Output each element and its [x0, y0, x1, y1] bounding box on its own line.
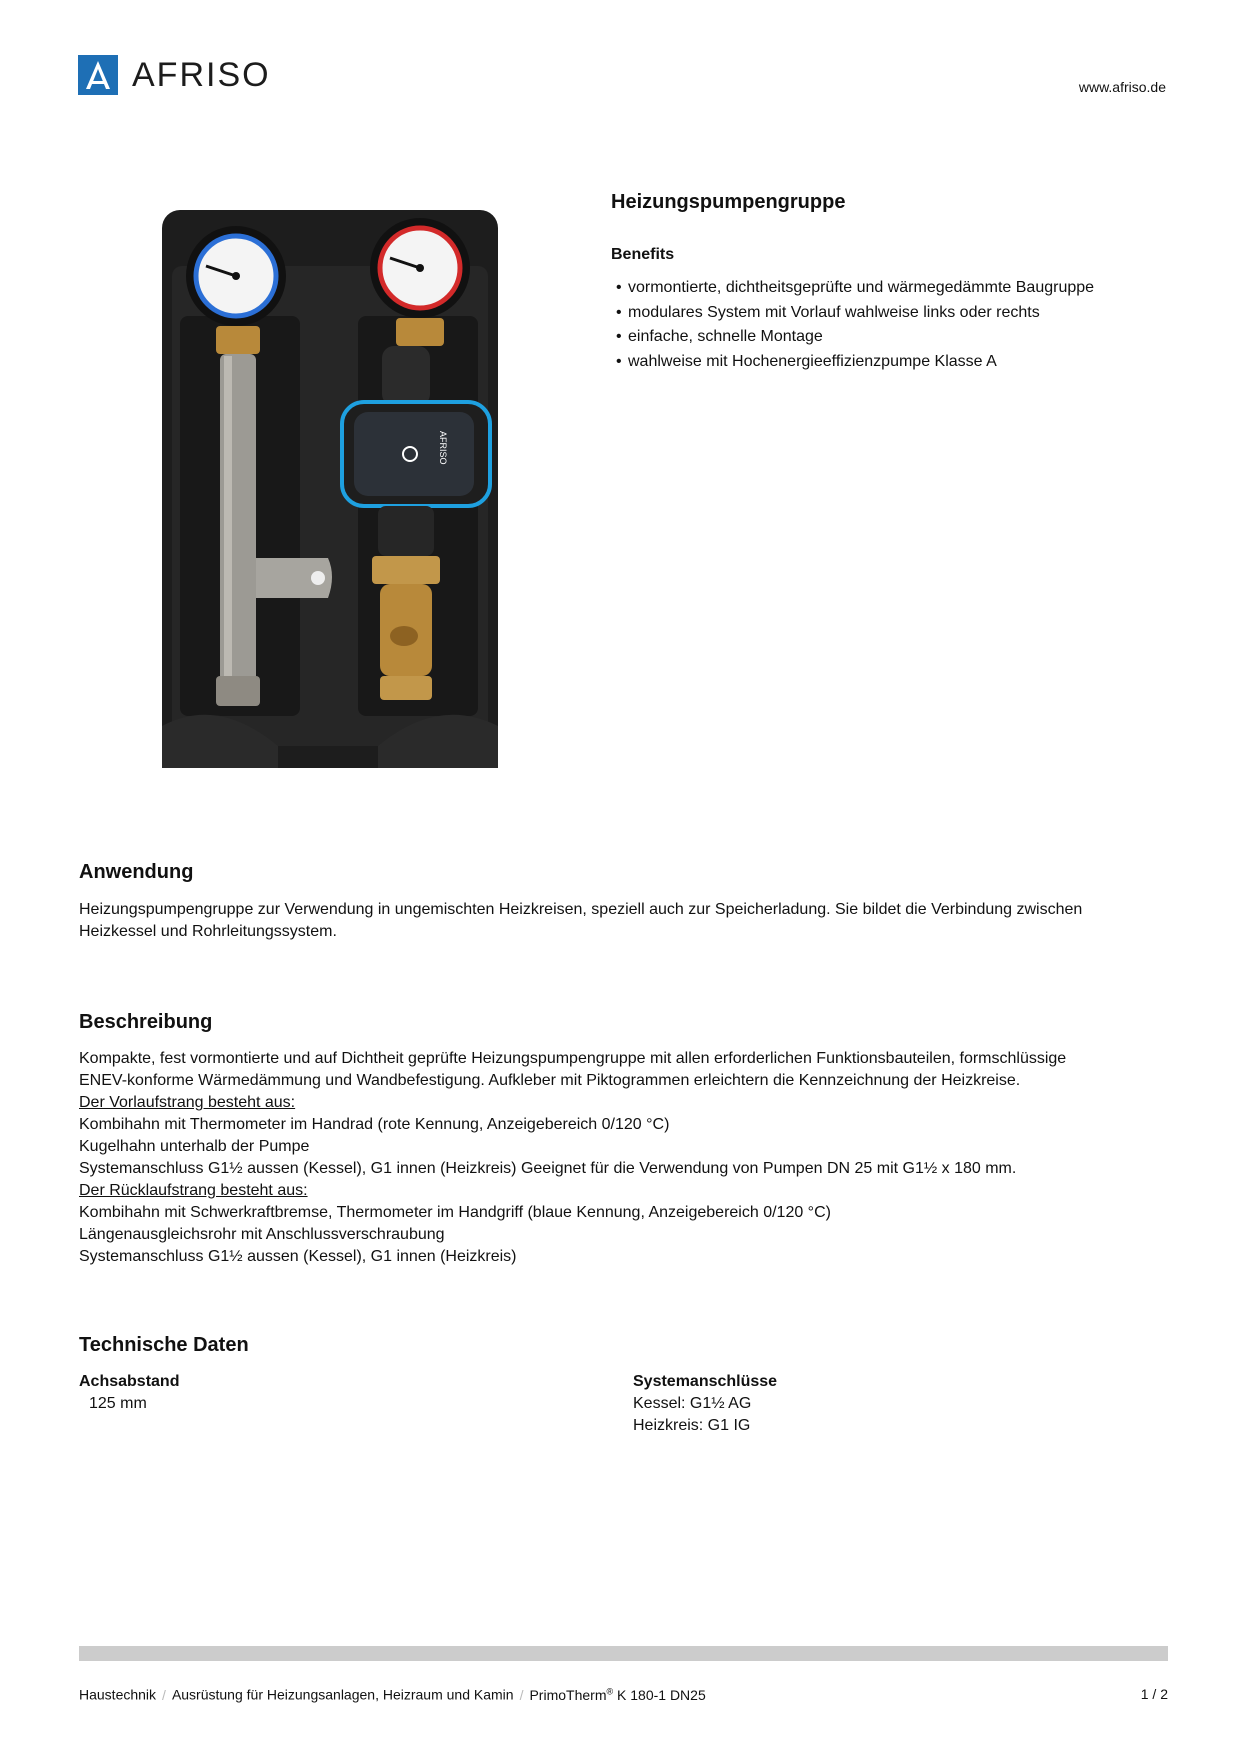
benefit-item: • wahlweise mit Hochenergieeffizienzpumpe Klasse A [616, 352, 997, 370]
benefits-list [616, 276, 1094, 374]
benefit-item: • modulares System mit Vorlauf wahlweise links oder rechts [616, 303, 1040, 321]
benefit-item: • vormontierte, dichtheitsgeprüfte und wärmegedämmte Baugruppe [616, 279, 1095, 296]
ruecklauf-heading: Der Rücklaufstrang besteht aus: [79, 1182, 308, 1199]
vorlauf-heading: Der Vorlaufstrang besteht aus: [79, 1094, 296, 1111]
brand-logo [78, 55, 271, 95]
benefit-item: • einfache, schnelle Montage [616, 328, 823, 345]
benefits-heading: Benefits [611, 246, 675, 263]
anwendung-text: Heizungspumpengruppe zur Verwendung in ungemischten Heizkreisen, speziell auch zur Speicherladung. Sie bildet die Verbindung zwischen Heizkessel und Rohrleitungssystem. [79, 901, 1083, 940]
anwendung-heading: Anwendung [79, 861, 194, 883]
product-image [158, 206, 502, 772]
systemanschluesse-label: Systemanschlüsse [633, 1373, 778, 1390]
breadcrumb-item[interactable]: Ausrüstung für Heizungsanlagen, Heizraum und Kamin [171, 1686, 514, 1703]
beschreibung-heading: Beschreibung [79, 1011, 213, 1033]
brand-name: AFRISO [132, 56, 271, 94]
svg-text:AFRISO: AFRISO [438, 431, 448, 465]
technische-daten-heading: Technische Daten [79, 1334, 249, 1356]
systemanschluesse-values: Kessel: G1½ AG Heizkreis: G1 IG [633, 1395, 752, 1434]
page-number: 1 / 2 [1140, 1686, 1168, 1702]
achsabstand-label: Achsabstand [79, 1373, 180, 1390]
achsabstand-value: 125 mm [89, 1395, 147, 1412]
breadcrumb-item[interactable]: PrimoTherm® K 180-1 DN25 [529, 1686, 706, 1703]
beschreibung-text: Kompakte, fest vormontierte und auf Dichtheit geprüfte Heizungspumpengruppe mit allen erforderlichen Funktionsbauteilen, formschlüssige ENEV-konforme Wärmedämmung und Wandbefestigung. Aufkleber mit Piktogrammen erleichtern die Kennzeichnung der Heizkreise. Der Vorlaufstrang besteht aus: Kombihahn mit Thermometer im Handrad (rote Kennung, Anzeigebereich 0/120 °C) Kugelhahn unterhalb der Pumpe Systemanschluss G1½ aussen (Kessel), G1 innen (Heizkreis) Geeignet für die Verwendung von Pumpen DN 25 mit G1½ x 180 mm. Der Rücklaufstrang besteht aus: Kombihahn mit Schwerkraftbremse, Thermometer im Handgriff (blaue Kennung, Anzeigebereich 0/120 °C) Längenausgleichsrohr mit Anschlussverschraubung Systemanschluss G1½ aussen (Kessel), G1 innen (Heizkreis) [79, 1048, 1179, 1268]
footer-divider [79, 1646, 1168, 1661]
afriso-logo-icon [78, 55, 118, 95]
breadcrumb: Haustechnik / Ausrüstung für Heizungsanlagen, Heizraum und Kamin / PrimoTherm® K 180-1 DN25 [79, 1686, 706, 1703]
breadcrumb-item[interactable]: Haustechnik [79, 1686, 157, 1703]
product-title: Heizungspumpengruppe [611, 191, 846, 213]
website-link[interactable]: www.afriso.de [1078, 79, 1166, 95]
